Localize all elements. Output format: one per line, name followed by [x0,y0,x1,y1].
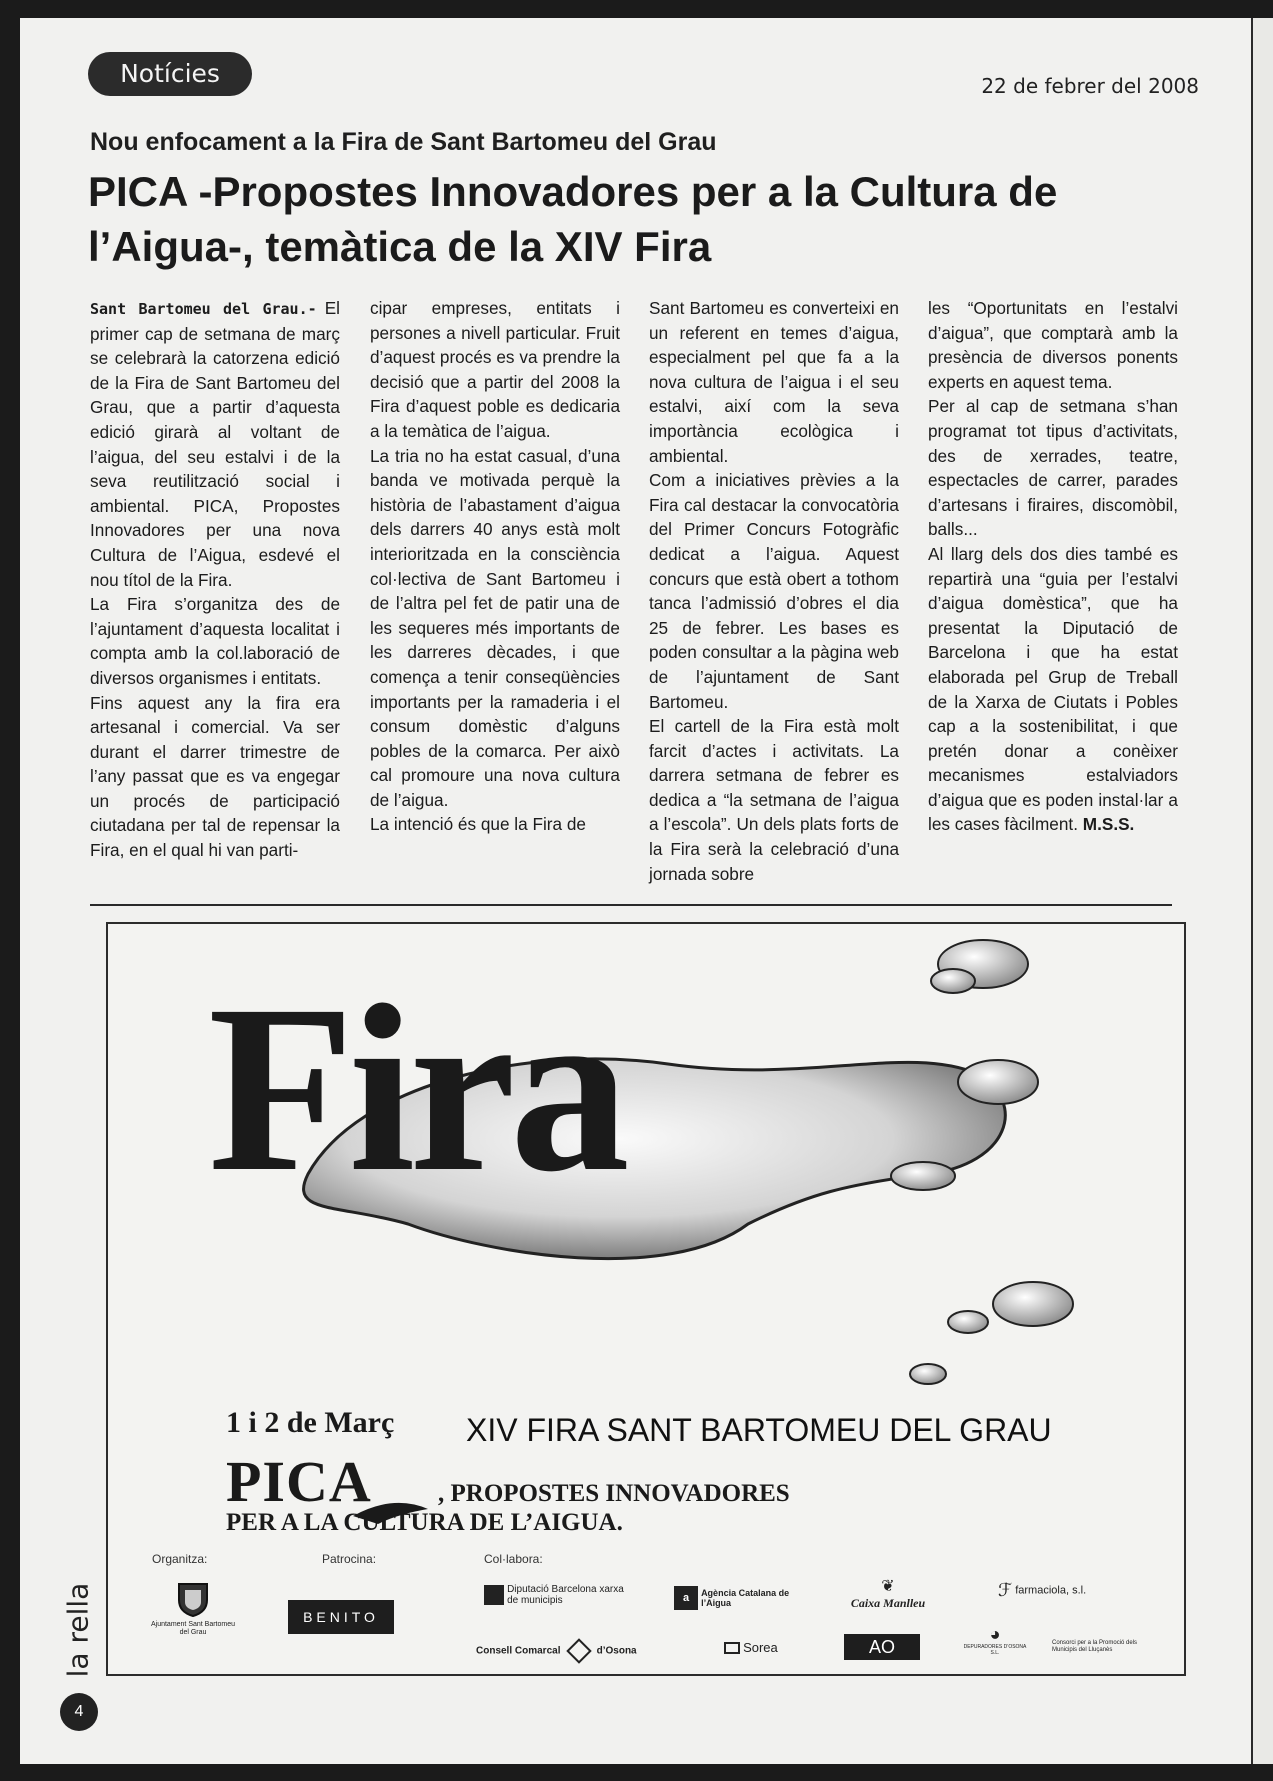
caixa-icon: ❦ [881,1578,895,1595]
water-droplet [910,1364,946,1384]
sorea-logo [724,1640,814,1655]
dateline: Sant Bartomeu del Grau.- [90,300,317,318]
ao-logo: AO [844,1634,920,1660]
pica-subtitle-line-2: PER A LA CULTURA DE L’AIGUA. [226,1509,623,1536]
pica-brand: PICA [226,1449,372,1514]
section-badge: Notícies [88,52,252,96]
paragraph [90,296,340,592]
aca-icon: a [674,1586,698,1610]
fira-logo-word: Fira [208,955,624,1221]
paragraph: La intenció és que la Fira de [370,814,586,835]
article-column-1 [90,296,340,863]
collaborator-label: Col·labora: [484,1552,543,1566]
paragraph: Com a iniciatives prèvies a la Fira cal destacar la convocatòria del Primer Concurs Fotogràfic dedicat a l’aigua. Aquest concurs que està obert a tothom tanca l’admissió d’obres el dia 25 de febrer. Les bases es poden consultar a la pàgina web de l’ajuntament de Sant Bartomeu. [649,470,899,712]
paragraph: les “Oportunitats en l’estalvi d’aigua”, que comptarà amb la presència de diversos ponents experts en aquest tema. [928,298,1178,392]
farmaciola-name: farmaciola, s.l. [1015,1584,1087,1597]
depuradores-name: DEPURADORES D’OSONA S.L. [963,1644,1027,1656]
paragraph: Sant Bartomeu es converteixi en un referent en temes d’aigua, especialment pel que fa a la nova cultura de l’aigua i el seu estalvi, així com la seva importància ecològica i ambiental. [649,298,899,466]
farmaciola-logo [998,1580,1128,1601]
pica-subtitle-line-1: , PROPOSTES INNOVADORES [438,1480,790,1507]
paragraph: cipar empreses, entitats i persones a nivell particular. Fruit d’aquest procés es va prendre la decisió que a partir del 2008 la Fira d’aquest poble es dedicaria a la temàtica de l’aigua. [370,298,620,441]
page-number: 4 [60,1693,98,1731]
facing-page-edge [1251,18,1273,1764]
water-droplet [948,1311,988,1333]
diputacio-name: Diputació Barcelona xarxa de municipis [507,1584,624,1606]
depuradores-icon: ◕ [989,1624,1001,1644]
fair-dates: 1 i 2 de Març [226,1406,395,1439]
publication-name-text: la rella [61,1582,95,1678]
diputacio-logo [484,1584,664,1606]
paragraph [928,542,1178,837]
coat-of-arms-icon [173,1578,213,1618]
paragraph: Fins aquest any la fira era artesanal i comercial. Va ser durant el darrer trimestre de l’any passat que es va engegar un procés de participació ciutadana per tal de repensar la Fira, en el qual hi van parti- [90,692,340,861]
paragraph: La tria no ha estat casual, d’una banda ve motivada perquè la història de l’abastament d’aigua dels darrers 40 anys està molt interioritzada en la consciència col·lectiva de Sant Bartomeu i de l’altra pel fet de patir una de les sequeres més importants de les darreres dècades, i que comença a tenir conseqüències importants per la ramaderia i el consum domèstic d’alguns pobles de la comarca. Per això cal promoure una nova cultura de l’aigua. [370,445,620,810]
publication-name [58,1575,98,1685]
consorci-logo: Consorci per a la Promoció dels Municipis del Lluçanès [1052,1640,1138,1653]
fira-water-drop-artwork [108,924,1186,1674]
ajuntament-name: Ajuntament Sant Bartomeu del Grau [150,1621,236,1636]
consell-name: Consell Comarcal [476,1645,561,1657]
sponsor-label: Patrocina: [322,1552,377,1566]
agencia-name: Agència Catalana de l’Aigua [701,1588,790,1608]
article-kicker: Nou enfocament a la Fira de Sant Bartomeu del Grau [90,128,717,156]
paragraph-text: El primer cap de setmana de març se celebrarà la catorzena edició de la Fira de Sant Bartomeu del Grau, que a partir d’aquesta edició girarà al voltant de l’aigua, del seu estalvi i de la seva reutilització social i ambiental. PICA, Propostes Innovadores per una nova Cultura de l’Aigua, esdevé el nou títol de la Fira. [90,298,340,590]
agencia-aigua-logo [674,1586,814,1610]
article-column-4 [928,296,1178,837]
depuradores-logo [960,1624,1030,1656]
paragraph: Per al cap de setmana s’han programat tot tipus d’activitats, des de xerrades, teatre, espectacles de carrer, parades d’artesans i firaires, discomòbil, balls... [928,396,1178,540]
fira-advertisement [106,922,1186,1676]
ajuntament-logo [148,1578,238,1637]
organizer-label: Organitza: [152,1552,208,1566]
paragraph: El cartell de la Fira està molt farcit d’actes i activitats. La darrera setmana de febrer es dedica a “la setmana de l’aigua a l’escola”. Un dels plats forts de la Fira serà la celebració d’una jornada sobre [649,716,899,884]
paragraph: La Fira s’organitza des de l’ajuntament d’aquesta localitat i compta amb la col.laboració de diversos organismes i entitats. [90,594,340,688]
osona-name: d’Osona [596,1645,637,1657]
article-column-3 [649,296,899,886]
issue-date: 22 de febrer del 2008 [981,74,1199,98]
caixa-manlleu-logo [838,1576,938,1611]
diputacio-icon [484,1585,504,1605]
water-droplet [931,969,975,993]
paragraph-text: Al llarg dels dos dies també es repartirà una “guia per l’estalvi d’aigua domèstica”, que ha presentat la Diputació de Barcelona i que ha estat elaborada pel Grup de Treball de la Xarxa de Ciutats i Pobles cap a la sostenibilitat, i que pretén donar a conèixer mecanismes estalviadors d’aigua que es poden instal·lar a les cases fàcilment. [928,543,1178,835]
caixa-name: Caixa Manlleu [850,1596,926,1610]
consell-comarcal-logo [476,1642,682,1660]
article-headline: PICA -Propostes Innovadores per a la Cultura de l’Aigua-, temàtica de la XIV Fira [88,168,1058,270]
benito-logo: BENITO [288,1600,394,1634]
section-divider [90,904,1172,906]
article-column-2 [370,296,620,837]
water-droplet [958,1060,1038,1104]
farmaciola-icon: ℱ [998,1580,1013,1600]
water-droplet [993,1282,1073,1326]
sorea-icon [724,1642,740,1654]
fair-title: XIV FIRA SANT BARTOMEU DEL GRAU [466,1412,1052,1448]
author-signature: M.S.S. [1082,814,1135,835]
sorea-name: Sorea [743,1640,778,1655]
water-droplet [891,1162,955,1190]
osona-icon [566,1638,591,1663]
article-body [90,296,1178,896]
